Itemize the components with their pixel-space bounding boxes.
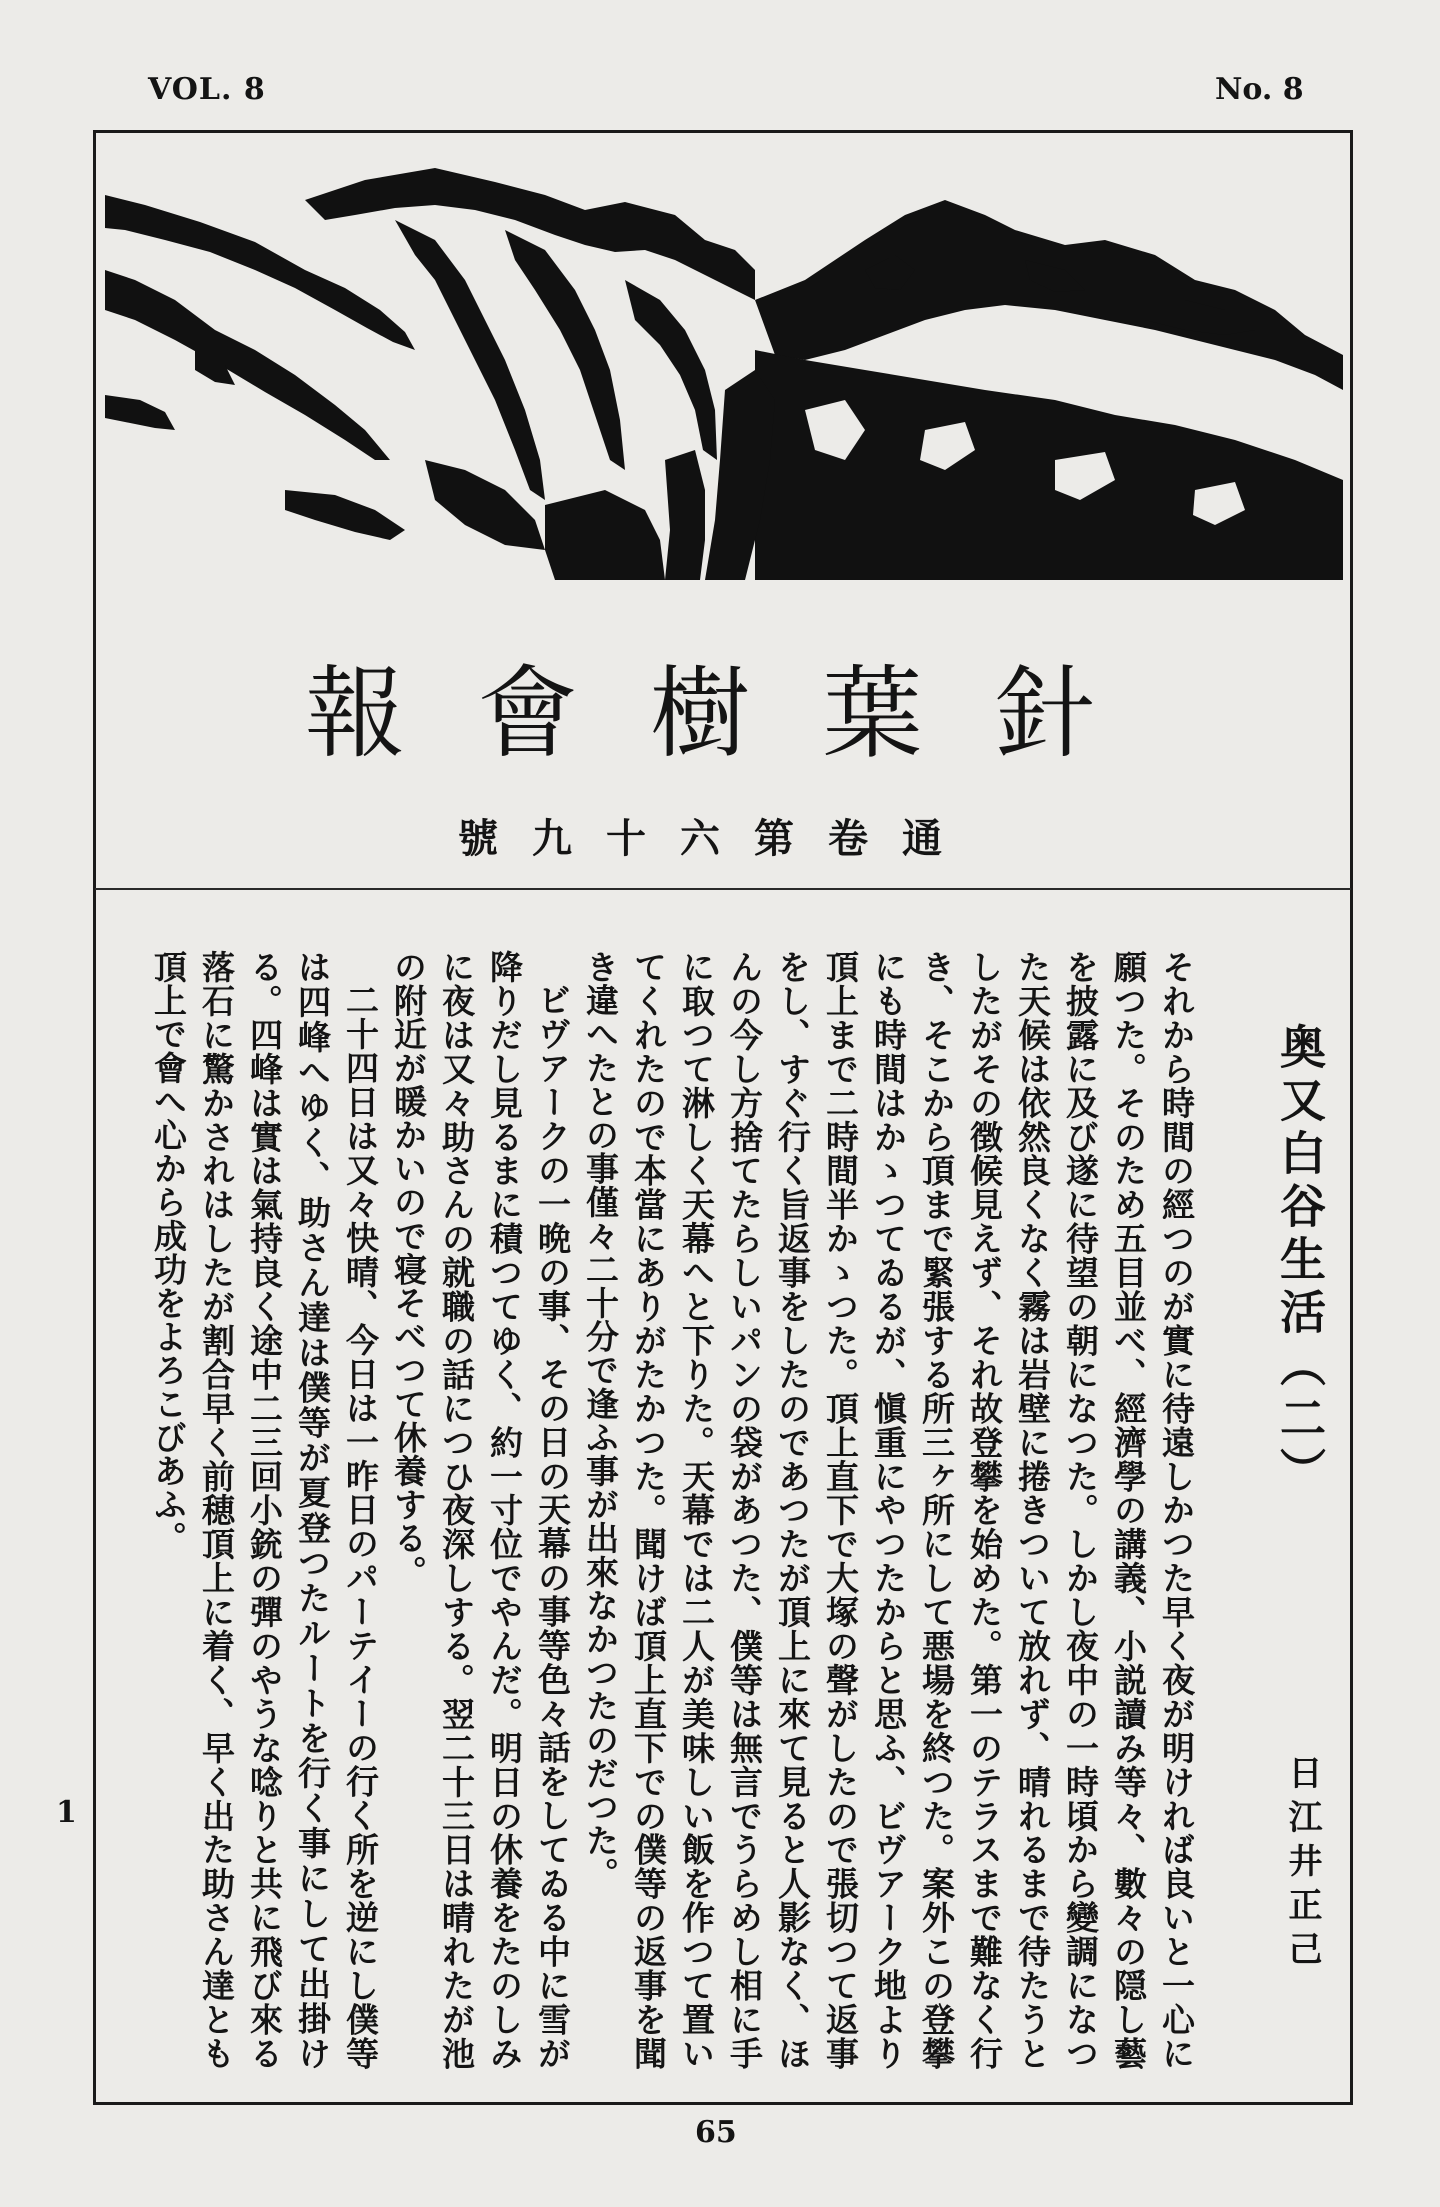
masthead-char: 報	[305, 655, 405, 772]
masthead-char: 針	[995, 655, 1095, 772]
body-paragraph: それから時間の經つのが實に待遠しかつた早く夜が明ければ良いと一心に願つた。そのため五目並べ、經濟學の講義、小説讀み等々、數々の隠し藝を披露に及び遂に待望の朝になつた。しかし夜中の一時頃から變調になつた天候は依然良くなく霧は岩壁に捲きついて放れず、晴れるまで待たうとしたがその徴候見えず、それ故登攀を始めた。第一のテラスまで難なく行き、そこから頂まで緊張する所三ヶ所にして悪場を終つた。案外この登攀にも時間はかゝつてゐるが、愼重にやつたからと思ふ、ビヴアーク地より頂上まで二時間半かゝつた。頂上直下で大塚の聲がしたので張切つて返事をし、すぐ行く旨返事をしたのであつたが頂上に來て見ると人影なく、ほんの今し方捨てたらしいパンの袋があつた、僕等は無言でうらめし相に手に取つて淋しく天幕へと下りた。天幕では二人が美味しい飯を作つて置いてくれたので本當にありがたかつた。聞けば頂上直下での僕等の返事を聞き違へたとの事僅々二十分で逢ふ事が出來なかつたのだつた。	[581, 950, 1196, 2070]
issue-char: 九	[532, 814, 572, 862]
body-paragraph: ビヴアークの一晩の事、その日の天幕の事等色々話をしてゐる中に雪が降りだし見るまに積つてゆく、約一寸位でやんだ。明日の休養をたのしみに夜は又々助さんの就職の話につひ夜深しする。翌二十三日は晴れたが池の附近が暖かいので寝そべつて休養する。	[389, 950, 572, 2070]
page-number: 65	[695, 2115, 737, 2150]
issue-number-label: No. 8	[1215, 72, 1304, 107]
masthead-char: 葉	[822, 655, 923, 772]
issue-char: 第	[754, 814, 794, 862]
article	[105, 915, 1340, 2085]
masthead-title	[300, 640, 1100, 770]
article-body	[105, 950, 1200, 2070]
mountain-illustration	[105, 160, 1343, 580]
article-title: 奥又白谷生活（二）	[1273, 1023, 1327, 1500]
masthead-char: 會	[477, 655, 578, 772]
issue-line	[450, 805, 950, 865]
volume-label: VOL. 8	[148, 72, 266, 107]
issue-char: 號	[458, 814, 498, 862]
issue-char: 六	[680, 814, 720, 862]
margin-mark: 1	[56, 1795, 77, 1830]
issue-char: 通	[902, 814, 942, 862]
article-author: 日江井正己	[1282, 1755, 1322, 1975]
section-divider	[95, 888, 1351, 890]
masthead-char: 樹	[650, 655, 750, 772]
issue-char: 十	[606, 814, 646, 862]
body-paragraph: 二十四日は又々快晴、今日は一昨日のパーテイーの行く所を逆にし僕等は四峰へゆく、助さん達は僕等が夏登つたルートを行く事にして出掛ける。四峰は實は氣持良く途中二三回小銃の彈のやうな唸りと共に飛び來る落石に驚かされはしたが割合早く前穂頂上に着く、早く出た助さん達とも頂上で會へ心から成功をよろこびあふ。	[149, 950, 380, 2070]
issue-char: 卷	[828, 814, 868, 862]
